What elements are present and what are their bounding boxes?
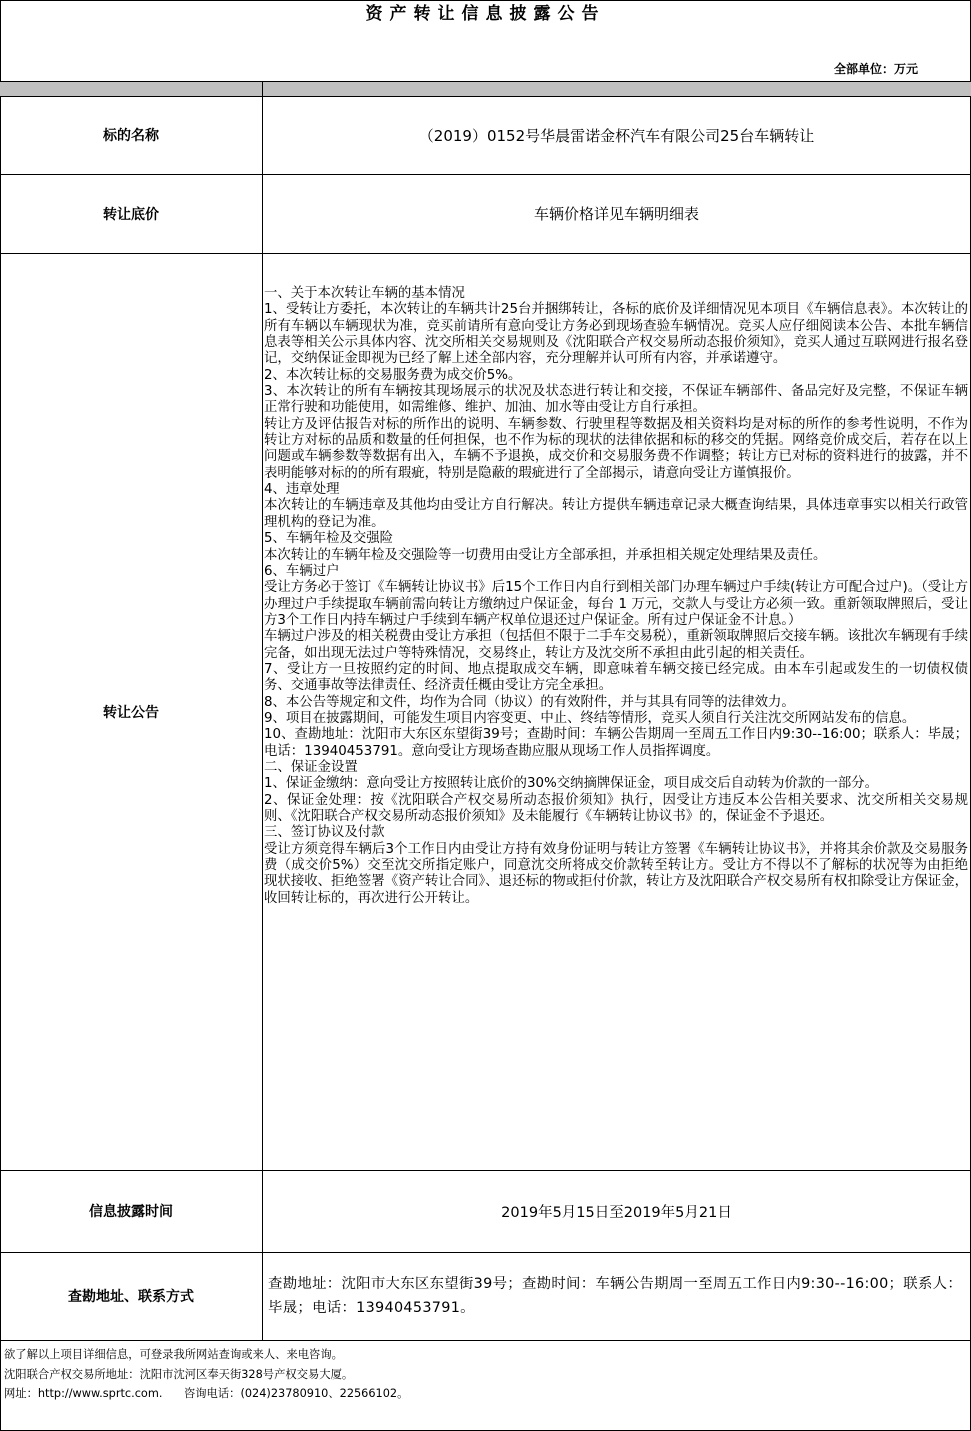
notice-paragraph: 4、违章处理 xyxy=(264,482,340,498)
unit-note: 全部单位：万元 xyxy=(833,62,918,76)
notice-paragraph: 一、关于本次转让车辆的基本情况 xyxy=(264,286,465,301)
subject-value: （2019）0152号华晨雷诺金杯汽车有限公司25台车辆转让 xyxy=(418,126,815,145)
footer xyxy=(4,1345,964,1404)
notice-paragraph: 三、签订协议及付款 xyxy=(264,825,385,841)
notice-paragraph: 2、保证金处理：按《沈阳联合产权交易所动态报价须知》执行，因受让方违反本公告相关要求、沈交所相关交易规则、《沈阳联合产权交易所动态报价须知》及未能履行《车辆转让协议书》的，保证金不予退还。 xyxy=(264,792,968,824)
notice-paragraph: 转让方及评估报告对标的所作出的说明、车辆参数、行驶里程等数据及相关资料均是对标的所作的参考性说明，不作为转让方对标的品质和数量的任何担保，也不作为标的现状的法律依据和标的移交的凭据。网络竞价成交后，若存在以上问题或车辆参数等数据有出入，车辆不予退换，成交价和交易服务费不作调整；转让方已对标的资料进行的披露，并不表明能够对标的的所有瑕疵，特别是隐蔽的瑕疵进行了全部揭示，请意向受让方谨慎报价。 xyxy=(264,416,968,481)
notice-paragraph: 本次转让的车辆违章及其他均由受让方自行解决。转让方提供车辆违章记录大概查询结果，具体违章事实以相关行政管理机构的登记为准。 xyxy=(264,498,968,530)
reserve-price-label: 转让底价 xyxy=(103,206,159,223)
grid-line xyxy=(0,81,971,82)
notice-label: 转让公告 xyxy=(103,704,159,721)
notice-paragraph: 8、本公告等规定和文件，均作为合同（协议）的有效附件，并与其具有同等的法律效力。 xyxy=(264,694,795,710)
notice-paragraph: 1、受转让方委托，本次转让的车辆共计25台并捆绑转让，各标的底价及详细情况见本项目《车辆信息表》。本次转让的所有车辆以车辆现状为准，竞买前请所有意向受让方务必到现场查验车辆情况。竞买人应仔细阅读本公告、本批车辆信息表等相关公示具体内容、沈交所相关交易规则及《沈阳联合产权交易所动态报价须知》，竞买人通过互联网进行报名登记，交纳保证金即视为已经了解上述全部内容，充分理解并认可所有内容，并承诺遵守。 xyxy=(264,302,968,367)
notice-paragraph: 受让方务必于签订《车辆转让协议书》后15个工作日内自行到相关部门办理车辆过户手续(转让方可配合过户)。（受让方办理过户手续提取车辆前需向转让方缴纳过户保证金，每台 1 万元，交款人与受让方必须一致。重新领取牌照后，受让方3个工作日内持车辆过户手续到车辆产权单位退还过户保证金。所有过户保证金不计息。） xyxy=(264,580,968,628)
notice-paragraph: 二、保证金设置 xyxy=(264,759,358,775)
header-band xyxy=(0,81,971,96)
notice-paragraph: 7、受让方一旦按照约定的时间、地点提取成交车辆，即意味着车辆交接已经完成。由本车引起或发生的一切债权债务、交通事故等法律责任、经济责任概由受让方完全承担。 xyxy=(264,661,968,694)
document-title: 资产转让信息披露公告 xyxy=(365,4,606,24)
notice-paragraph: 本次转让的车辆年检及交强险等一切费用由受让方全部承担，并承担相关规定处理结果及责任。 xyxy=(264,547,827,563)
notice-paragraph: 车辆过户涉及的相关税费由受让方承担（包括但不限于二手车交易税），重新领取牌照后交接车辆。该批次车辆现有手续完备，如出现无法过户等特殊情况，交易终止，转让方及沈交所不承担由此引起的相关责任。 xyxy=(264,629,968,661)
notice-text xyxy=(262,286,971,907)
footer-contact-line: 网址：http://www.sprtc.com. 咨询电话：(024)23780910、22566102。 xyxy=(4,1387,409,1400)
notice-paragraph: 5、车辆年检及交强险 xyxy=(264,531,394,547)
disclosure-period-value: 2019年5月15日至2019年5月21日 xyxy=(501,1204,732,1221)
notice-paragraph: 3、本次转让的所有车辆按其现场展示的状况及状态进行转让和交接，不保证车辆部件、备品完好及完整，不保证车辆正常行驶和功能使用，如需维修、维护、加油、加水等由受让方自行承担。 xyxy=(264,384,968,416)
notice-paragraph: 1、保证金缴纳：意向受让方按照转让底价的30%交纳摘牌保证金，项目成交后自动转为价款的一部分。 xyxy=(264,776,879,792)
footer-info-line: 欲了解以上项目详细信息，可登录我所网站查询或来人、来电咨询。 xyxy=(4,1348,343,1361)
notice-paragraph: 6、车辆过户 xyxy=(264,563,340,579)
reserve-price-value: 车辆价格详见车辆明细表 xyxy=(533,205,699,223)
footer-address-line: 沈阳联合产权交易所地址：沈阳市沈河区奉天街328号产权交易大厦。 xyxy=(4,1367,354,1381)
frame-top xyxy=(0,0,971,1)
subject-label: 标的名称 xyxy=(103,128,159,144)
notice-paragraph: 9、项目在披露期间，可能发生项目内容变更、中止、终结等情形，竞买人须自行关注沈交所网站发布的信息。 xyxy=(264,710,916,726)
grid-line xyxy=(0,1340,971,1341)
inspection-text: 查勘地址：沈阳市大东区东望街39号；查勘时间：车辆公告期周一至周五工作日内9:30--16:00；联系人：毕晟；电话：13940453791。 xyxy=(268,1276,963,1316)
notice-paragraph: 受让方须竞得车辆后3个工作日内由受让方持有效身份证明与转让方签署《车辆转让协议书》，并将其余价款及交易服务费（成交价5%）交至沈交所指定账户，同意沈交所将成交价款转至转让方。受让方不得以不了解标的状况等为由拒绝现状接收、拒绝签署《资产转让合同》、退还标的物或拒付价款，转让方及沈阳联合产权交易所有权扣除受让方保证金，收回转让标的，再次进行公开转让。 xyxy=(264,841,968,906)
notice-paragraph: 10、查勘地址：沈阳市大东区东望街39号；查勘时间：车辆公告期周一至周五工作日内9:30--16:00；联系人：毕晟；电话：13940453791。意向受让方现场查勘应服从现场工作人员指挥调度。 xyxy=(264,727,968,759)
disclosure-period-label: 信息披露时间 xyxy=(89,1204,173,1220)
inspection-value xyxy=(262,1252,971,1340)
notice-paragraph: 2、本次转让标的交易服务费为成交价5%。 xyxy=(264,367,522,383)
inspection-label: 查勘地址、联系方式 xyxy=(68,1289,194,1305)
